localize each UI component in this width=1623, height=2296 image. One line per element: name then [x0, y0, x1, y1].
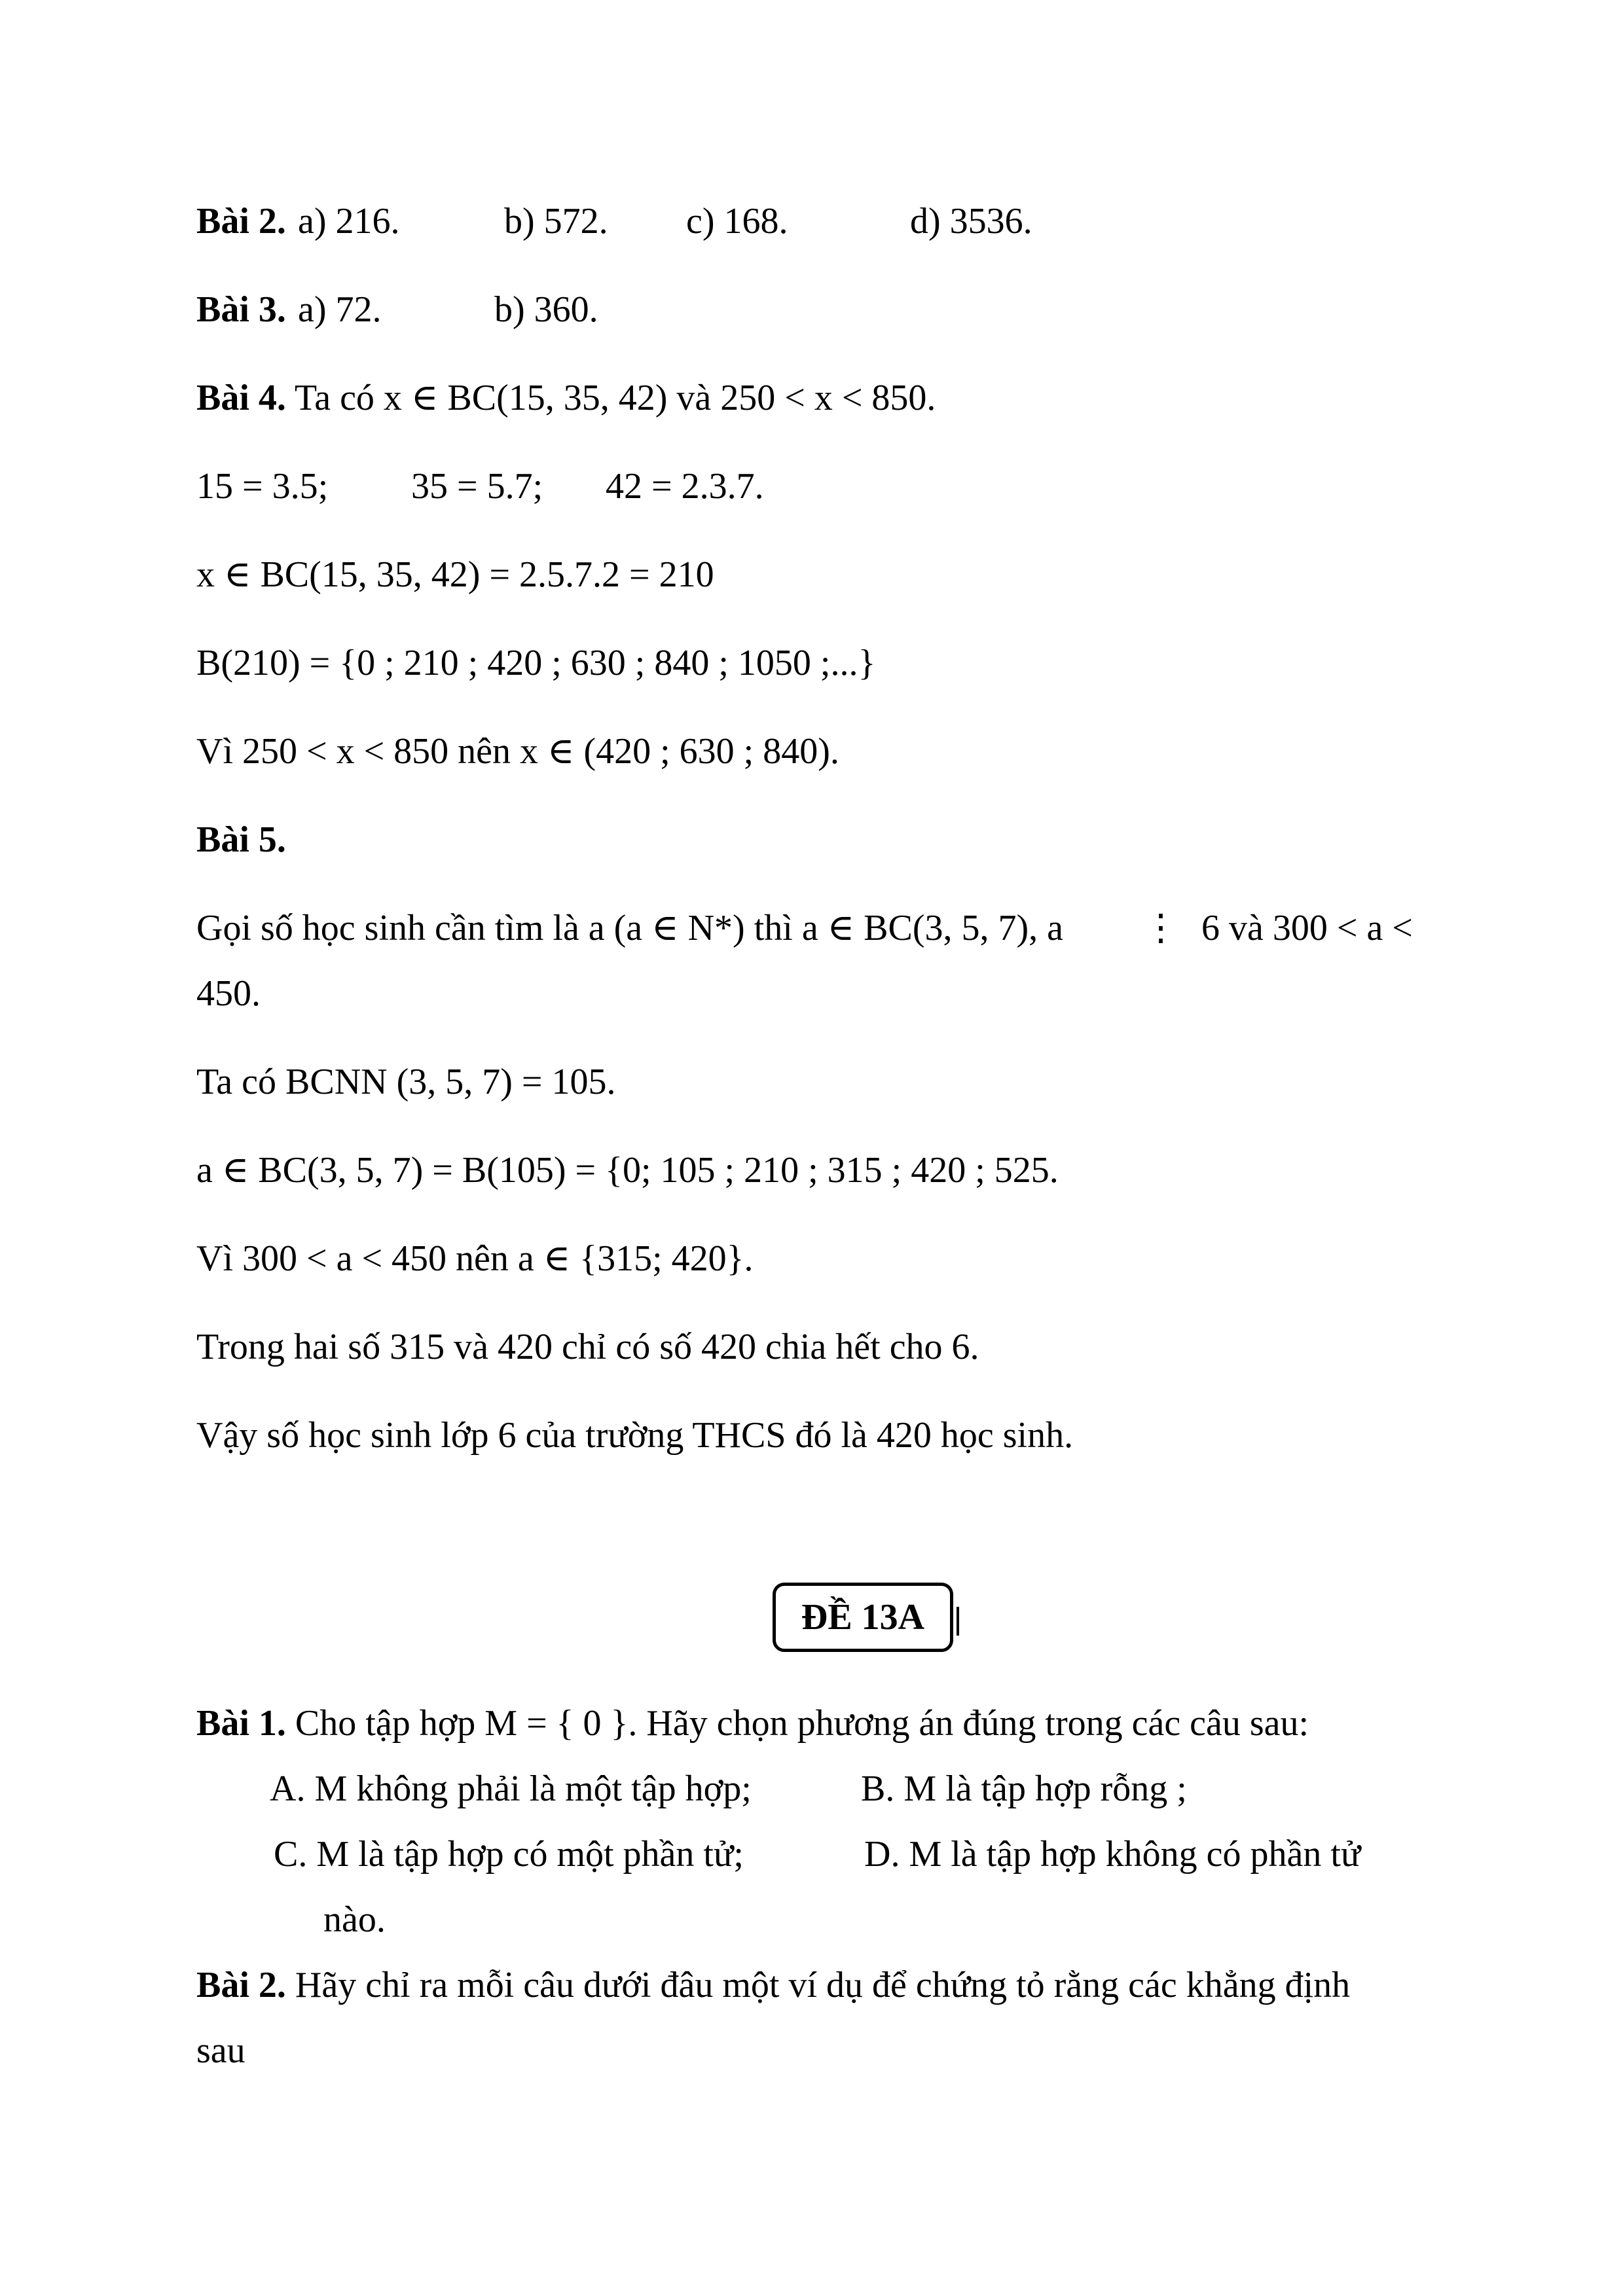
bai2-answers-line — [196, 203, 286, 240]
bai4-label: Bài 4. — [196, 378, 286, 418]
option-c: C. M là tập hợp có một phần tử; — [274, 1834, 744, 1874]
bai3-label: Bài 3. — [196, 289, 286, 330]
bai5-answer-line: Vậy số học sinh lớp 6 của trường THCS đó là 420 học sinh. — [196, 1415, 1074, 1456]
option-a: A. M không phải là một tập hợp; — [270, 1768, 752, 1809]
option-b: B. M là tập hợp rỗng ; — [861, 1768, 1187, 1809]
exam-title-box — [773, 1583, 953, 1652]
bai2-answer-a: a) 216. — [298, 201, 400, 242]
de-bai1-question-line — [196, 1705, 1309, 1742]
bai5-heading — [196, 821, 286, 858]
bai5-bcnn-line: Ta có BCNN (3, 5, 7) = 105. — [196, 1062, 616, 1102]
bai5-line1-continuation: 450. — [196, 973, 261, 1014]
bai2-answer-d: d) 3536. — [910, 201, 1032, 242]
bai2-answer-c: c) 168. — [686, 201, 788, 242]
bai5-check-line: Trong hai số 315 và 420 chỉ có số 420 chia hết cho 6. — [196, 1327, 979, 1367]
bai5-bc-line: a ∈ BC(3, 5, 7) = B(105) = {0; 105 ; 210 ; 315 ; 420 ; 525. — [196, 1150, 1059, 1191]
bai4-bc-line: x ∈ BC(15, 35, 42) = 2.5.7.2 = 210 — [196, 554, 714, 595]
bai4-statement: Ta có x ∈ BC(15, 35, 42) và 250 < x < 850. — [294, 378, 936, 418]
bai4-multiples-line: B(210) = {0 ; 210 ; 420 ; 630 ; 840 ; 1050 ;...} — [196, 643, 876, 683]
bai4-factor-42: 42 = 2.3.7. — [606, 466, 764, 507]
bai4-factor-35: 35 = 5.7; — [411, 466, 543, 507]
bai4-statement-line — [196, 380, 936, 416]
bai5-line1-tail: 6 và 300 < a < — [1201, 908, 1413, 948]
de-bai1-label: Bài 1. — [196, 1703, 286, 1744]
bai2-answer-b: b) 572. — [504, 201, 608, 242]
option-d-continuation: nào. — [323, 1899, 386, 1940]
bai5-line1-text: Gọi số học sinh cần tìm là a (a ∈ N*) thì a ∈ BC(3, 5, 7), a — [196, 908, 1063, 948]
bai5-label: Bài 5. — [196, 819, 286, 860]
exam-title: ĐỀ 13A — [801, 1597, 925, 1638]
option-d: D. M là tập hợp không có phần tử — [864, 1834, 1361, 1874]
de-bai1-question: Cho tập hợp M = { 0 }. Hãy chọn phương án đúng trong các câu sau: — [295, 1703, 1309, 1744]
bai5-range-line: Vì 300 < a < 450 nên a ∈ {315; 420}. — [196, 1238, 754, 1279]
de-bai2-question: Hãy chỉ ra mỗi câu dưới đâu một ví dụ để chứng tỏ rằng các khẳng định — [295, 1965, 1351, 2005]
bai3-answer-b: b) 360. — [494, 289, 598, 330]
de-bai2-question-line — [196, 1967, 1350, 2003]
divides-symbol: ⋮ — [1142, 908, 1179, 948]
bai4-factor-15: 15 = 3.5; — [196, 466, 329, 507]
de-bai2-question-continuation: sau — [196, 2030, 246, 2071]
bai2-label: Bài 2. — [196, 201, 286, 242]
bai3-answers-line — [196, 291, 286, 328]
bai4-conclusion-line: Vì 250 < x < 850 nên x ∈ (420 ; 630 ; 840). — [196, 731, 839, 772]
de-bai2-label: Bài 2. — [196, 1965, 286, 2005]
bai3-answer-a: a) 72. — [298, 289, 382, 330]
